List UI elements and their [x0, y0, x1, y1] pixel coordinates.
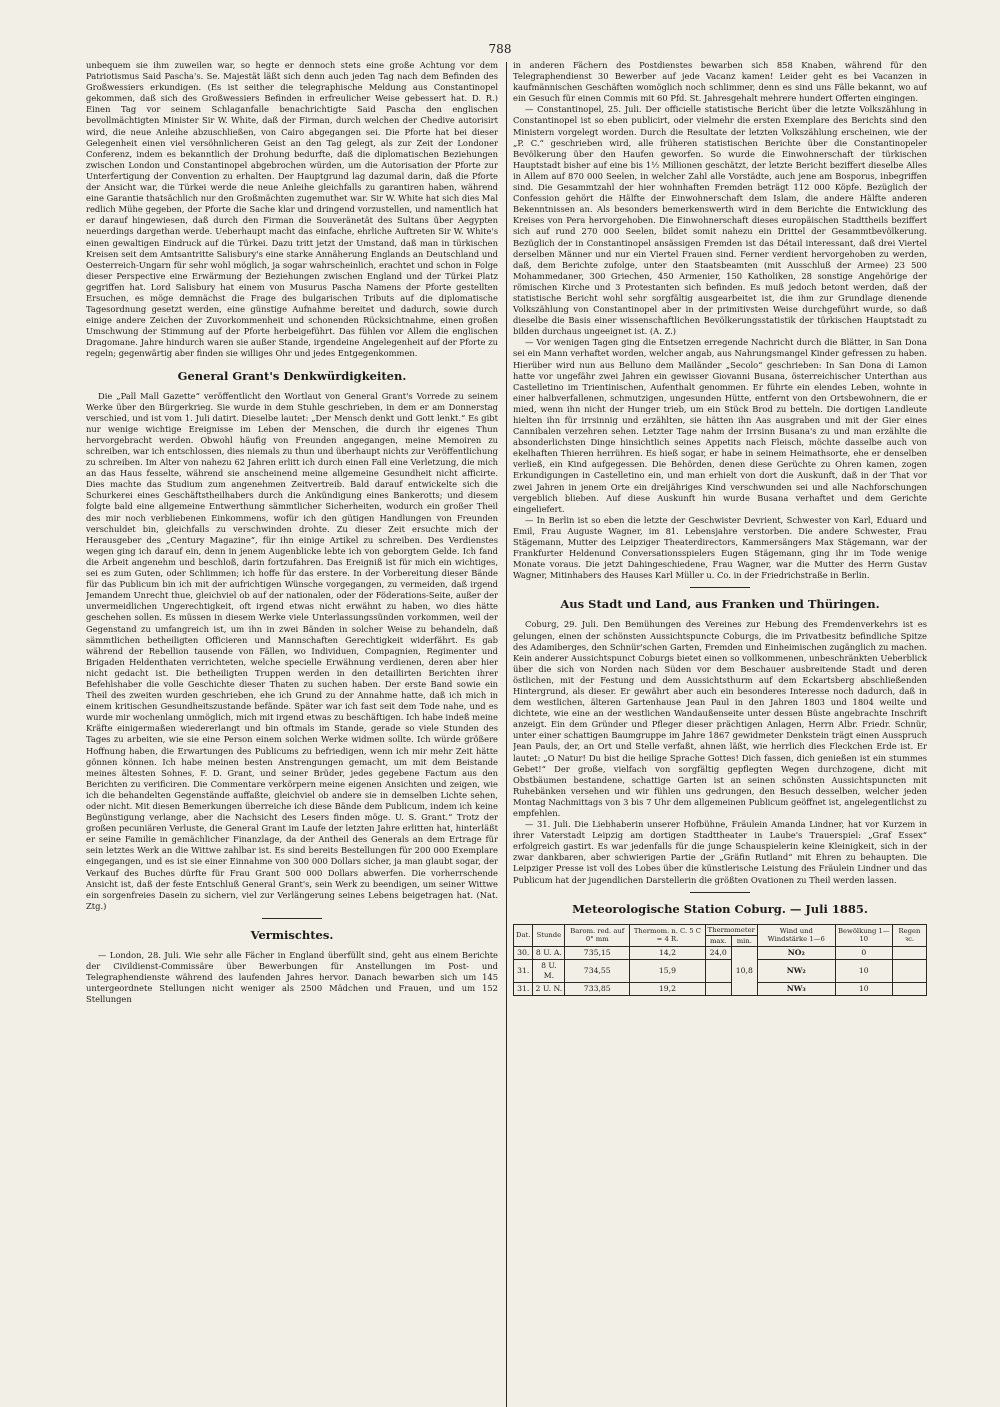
article-lindner: — 31. Juli. Die Liebhaberin unserer Hofbühne, Fräulein Amanda Lindner, hat vor Kurzem in ihrer Vaterstadt Leipzig am dortigen Stadttheater in Laube's Trauerspiel: „Graf Essex“ erfolgreich gastirt. Es war jedenfalls für die junge Schauspielerin keine Kleinigkeit, sich in der zwar dankbaren, aber schwierigen Partie der „Gräfin Rutland“ mit Ehren zu behaupten. Die Leipziger Presse ist voll des Lobes über die künstlerische Leistung des Fräulein Lindner und das Publicum hat der jugendlichen Darstellerin die größten Ovationen zu Theil werden lassen. [513, 819, 927, 885]
weather-header-row [514, 924, 927, 935]
header-min: min. [731, 935, 757, 946]
section-divider [690, 587, 750, 588]
cell-date: 30. [514, 946, 533, 959]
article-coburg: Coburg, 29. Juli. Den Bemühungen des Vereines zur Hebung des Fremdenverkehrs ist es gelungen, einen der schönsten Aussichtspuncte Coburgs, die im Privatbesitz befindliche Spitze des Adamiberges, den Schnür'schen Garten, Fremden und Einheimischen zugänglich zu machen. Kein anderer Aussichtspunct Coburgs bietet einen so vollkommenen, unbeschränkten Ueberblick über die sich von Norden nach Süden vor dem Beschauer ausbreitende Stadt und deren östlichen, mit der Festung und dem Aussichtsthurm auf dem Eckartsberg abschließenden Hintergrund, als dieser. Er gewährt aber auch ein besonderes Interesse noch dadurch, daß in dem westlichen, älteren Gartenhause Jean Paul in den Jahren 1803 und 1804 weilte und dichtete, wie eine an der westlichen Wandaußenseite unter dessen Büste angebrachte Inschrift anzeigt. Ein dem Gründer und Pfleger dieser prächtigen Anlagen, Herrn Albr. Friedr. Schnür, unter einer schattigen Baumgruppe im Jahre 1867 gewidmeter Denkstein trägt einen Ausspruch Jean Pauls, der, an Ort und Stelle verfaßt, ahnen läßt, wie herrlich dies Fleckchen Erde ist. Er lautet: „O Natur! Du bist die heilige Sprache Gottes! Dich fassen, dich genießen ist ein stummes Gebet!“ Der große, vielfach von sorgfältig gepflegten Wegen durchzogene, dicht mit Obstbäumen bestandene, schattige Garten ist an seinen schönsten Aussichtspuncten mit Ruhebänken versehen und wir fühlen uns gedrungen, den Besuch desselben, welcher jeden Montag Nachmittags von 3 bis 7 Uhr dem allgemeinen Publicum geöffnet ist, angelegentlichst zu empfehlen. [513, 619, 927, 818]
article-grant-memoirs: Die „Pall Mall Gazette“ veröffentlicht den Wortlaut von General Grant's Vorrede zu seinem Werke über den Bürgerkrieg. Sie wurde in dem Stuhle geschrieben, in dem er am Donnerstag verschied, und ist vom 1. Juli datirt. Dieselbe lautet: „Der Mensch denkt und Gott lenkt.“ Es gibt nur wenige wichtige Ereignisse im Leben der Menschen, die durch ihr eigenes Thun hervorgebracht werden. Obwohl häufig von Freunden angegangen, meine Memoiren zu schreiben, war ich entschlossen, dies niemals zu thun und überhaupt nichts zur Veröffentlichung zu schreiben. Im Alter von nahezu 62 Jahren erlitt ich durch einen Fall eine Verletzung, die mich an das Haus fesselte, während sie anscheinend meine allgemeine Gesundheit nicht afficirte. Dies machte das Studium zum angenehmen Zeitvertreib. Bald darauf entwickelte sich die Schurkerei eines Geschäftstheilhabers durch die Ankündigung eines Bankerotts; und diesem folgte bald eine allgemeine Entwerthung sämmtlicher Sicherheiten, wodurch ein großer Theil des mir noch verbliebenen Einkommens, wofür ich den gütigen Handlungen von Freunden verschuldet bin, gleichfalls zu verschwinden drohte. Zu dieser Zeit ersuchte mich der Herausgeber des „Century Magazine“, für ihn einige Artikel zu schreiben. Des Verdienstes wegen ging ich darauf ein, denn in jenem Augenblicke lebte ich von geborgtem Gelde. Ich fand die Arbeit angenehm und beschloß, darin fortzufahren. Das Ereigniß ist für mich ein wichtiges, sei es zum Guten, oder Schlimmen; ich hoffe für das erstere. In der Vorbereitung dieser Bände für das Publicum bin ich mit der aufrichtigen Wünsche vorgegangen, zu vermeiden, daß irgend Jemandem Unrecht thue, gleichviel ob auf der nationalen, oder der Föderations-Seite, außer der unvermeidlichen Ungerechtigkeit, oft irgend etwas nicht erwähnt zu haben, wo dies hätte geschehen sollen. Es müssen in diesem Werke viele Unterlassungssünden vorkommen, weil der Gegenstand zu umfangreich ist, um ihn in zwei Bänden in solcher Weise zu behandeln, daß sämmtlichen betheiligten Officieren und Mannschaften Gerechtigkeit widerfährt. Es gab während der Rebellion tausende von Fällen, wo Individuen, Compagnien, Regimenter und Brigaden Heldenthaten verrichteten, welche specielle Erwähnung verdienen, deren aber hier nicht gedacht ist. Die betheiligten Truppen werden in den detaillirten Berichten ihrer Befehlshaber die volle Geschichte dieser Thaten zu suchen haben. Der erste Band sowie ein Theil des zweiten wurden geschrieben, ehe ich Grund zu der Annahme hatte, daß ich mich in einem kritischen Gesundheitszustande befände. Später war ich fast seit dem Tode nahe, und es wurde mir wochenlang unmöglich, mich mit irgend etwas zu beschäftigen. Ich habe indeß meine Kräfte einigermaßen wiedererlangt und bin oftmals im Stande, gerade so viele Stunden des Tages zu arbeiten, wie sie eine Person einem solchen Werke widmen sollte. Ich würde größere Hoffnung haben, die Erwartungen des Publicums zu befriedigen, wenn ich mir mehr Zeit hätte gönnen können. Ich habe meinen besten Anstrengungen gemacht, um mit dem Beistande meines ältesten Sohnes, F. D. Grant, und seiner Brüder, jedes gegebene Factum aus den Berichten zu verificiren. Die Commentare verkörpern meine eigenen Ansichten und zeigen, wie ich die behandelten Gegenstände auffaßte, gleichviel ob andere sie in demselben Lichte sehen, oder nicht. Mit diesen Bemerkungen überreiche ich diese Bände dem Publicum, indem ich keine Begünstigung verlange, aber die Nachsicht des Lesers finden möge. U. S. Grant.“ Trotz der großen pecuniären Verluste, die General Grant im Laufe der letzten Jahre erlitten hat, hinterläßt er seine Familie in gemächlicher Finanzlage, da der Antheil des Generals an dem Ertrage für sein letztes Werk an die Wittwe zahlbar ist. Es sind bereits Bestellungen für 200 000 Exemplare eingegangen, und es ist sie einer Einnahme von 300 000 Dollars sicher, ja man glaubt sogar, der Verkauf des Buches dürfte für Frau Grant 500 000 Dollars abwerfen. Die vorherrschende Ansicht ist, daß der feste Entschluß General Grant's, sein Werk zu beendigen, um seiner Wittwe ein sorgenfreies Dasein zu sichern, viel zur Verlängerung seines Lebens beigetragen hat. (Nat. Ztg.) [86, 390, 498, 911]
article-london-continued: in anderen Fächern des Postdienstes bewarben sich 858 Knaben, während für den Telegraphendienst 30 Bewerber auf jede Vacanz kamen! Leider geht es bei Vacanzen in kaufmännischen Geschäften womöglich noch schlimmer, denn es sind uns Fälle bekannt, wo auf ein Gesuch für einen Commis mit 60 Pfd. St. Jahresgehalt mehrere hundert Offerten eingingen. [513, 60, 927, 104]
heading-vermischtes: Vermischtes. [250, 927, 334, 942]
cell-rain [892, 982, 926, 995]
cell-hour: 8 U. M. [533, 959, 565, 982]
cell-wind: NW₃ [757, 982, 835, 995]
header-barometer: Barom. red. auf 0° mm [565, 924, 630, 946]
cell-wind: NW₂ [757, 959, 835, 982]
cell-temperature: 19,2 [630, 982, 706, 995]
article-constantinople-census: — Constantinopel, 25. Juli. Der officielle statistische Bericht über die letzte Volkszählung in Constantinopel ist so eben publicirt, oder vielmehr die ersten Exemplare des Berichts sind den Ministern vorgelegt worden. Durch die Resultate der letzten Volkszählung erscheinen, wie der „P. C.“ geschrieben wird, alle früheren statistischen Berichte über die Constantinopeler Bevölkerung über den Haufen geworfen. So wurde die Einwohnerschaft der türkischen Hauptstadt bisher auf eine bis 1½ Millionen geschätzt, der letzte Bericht beziffert dieselbe Alles in Allem auf 870 000 Seelen, in welcher Zahl alle Vorstädte, auch jene am Bosporus, inbegriffen sind. Die Gesammtzahl der hier wohnhaften Fremden beträgt 112 000 Köpfe. Bezüglich der Confession gehört die Hälfte der Einwohnerschaft dem Islam, die andere Hälfte anderen Bekenntnissen an. Als besonders bemerkenswerth wird in dem Berichte die Entwicklung des Kreises von Pera hervorgehoben. Die Einwohnerschaft dieses europäischen Stadttheils beziffert sich auf rund 270 000 Seelen, bildet somit nahezu ein Drittel der Gesammtbevölkerung. Bezüglich der in Constantinopel ansässigen Fremden ist das Détail interessant, daß drei Viertel derselben Männer und nur ein Viertel Frauen sind. Ferner verdient hervorgehoben zu werden, daß, dem Berichte zufolge, unter den Staatsbeamten (mit Ausschluß der Armee) 23 500 Mohammedaner, 300 Griechen, 450 Armenier, 150 Katholiken, 28 sonstige Angehörige der römischen Kirche und 3 Protestanten sich befinden. Es muß jedoch betont werden, daß der statistische Bericht wohl sehr sorgfältig ausgearbeitet ist, die ihm zur Grundlage dienende Volkszählung von Constantinopel aber in der primitivsten Weise durchgeführt wurde, so daß dieselbe die Basis einer wissenschaftlichen Bevölkerungsstatistik der türkischen Hauptstadt zu bilden durchaus ungeeignet ist. (A. Z.) [513, 104, 927, 337]
cell-barometer: 733,85 [565, 982, 630, 995]
header-thermometer-reading: Thermom. n. C. 5 C = 4 R. [630, 924, 706, 946]
section-divider [262, 918, 322, 919]
left-column [86, 60, 498, 1377]
cell-rain [892, 946, 926, 959]
header-wind: Wind und Windstärke 1—6 [757, 924, 835, 946]
cell-temperature: 14,2 [630, 946, 706, 959]
cell-rain [892, 959, 926, 982]
article-berlin-devrient: — In Berlin ist so eben die letzte der Geschwister Devrient, Schwester von Karl, Eduard und Emil, Frau Auguste Wagner, im 81. Lebensjahre verstorben. Die andere Schwester, Frau Stägemann, Mutter des Leipziger Theaterdirectors, Kammersängers Max Stägemann, war der Frankfurter Heldenund Conversationsspielers Eugen Stägemann, ging ihr im Tode wenige Monate voraus. Die jetzt Dahingeschiedene, Frau Wagner, war die Mutter des Herrn Gustav Wagner, Mitinhabers des Hauses Karl Müller u. Co. in der Friedrichstraße in Berlin. [513, 514, 927, 581]
weather-table [513, 924, 927, 996]
cell-wind: NO₂ [757, 946, 835, 959]
column-rule [506, 62, 507, 1407]
cell-barometer: 734,55 [565, 959, 630, 982]
cell-barometer: 735,15 [565, 946, 630, 959]
article-san-dona: — Vor wenigen Tagen ging die Entsetzen erregende Nachricht durch die Blätter, in San Dona sei ein Mann verhaftet worden, welcher angab, aus Nahrungsmangel Kinder gefressen zu haben. Hierüber wird nun aus Belluno dem Mailänder „Secolo“ geschrieben: In San Dona di Lamon hatte vor ungefähr zwei Jahren ein gewisser Giovanni Busana, österreichischer Unterthan aus Castelletino im Trientinischen, Aufenthalt genommen. Er führte ein elendes Leben, wohnte in einer halbverfallenen, schmutzigen, ungesunden Hütte, entfernt von den Ortsbewohnern, die er mied, wenn ihn nicht der Hunger trieb, um ein Stück Brod zu betteln. Die dortigen Landleute hielten ihn für irrsinnig und erzählten, sie hätten ihn Aas ausgraben und mit der Gier eines Cannibalen verzehren sehen. Letzter Tage nahm der Irrsinn Busana's zu und man erzählte die absonderlichsten Dinge hinsichtlich seines Appetits nach Fleisch, möchte dasselbe auch von ekelhaften Thieren herrühren. Es hieß sogar, er habe in seinem Heimathsorte, ehe er denselben verließ, ein Kind aufgegessen. Die Behörden, denen diese Gerüchte zu Ohren kamen, zogen Erkundigungen in Castelletino ein, und man erhielt von dort die Auskunft, daß in der That vor zwei Jahren in jenem Orte ein dreijähriges Kind verschwunden sei und alle Nachforschungen vergeblich blieben. Auf diese Auskunft hin wurde Busana verhaftet und dem Gerichte eingeliefert. [513, 337, 927, 514]
cell-hour: 2 U. N. [533, 982, 565, 995]
article-london: — London, 28. Juli. Wie sehr alle Fächer in England überfüllt sind, geht aus einem Berichte der Civildienst-Commissäre über Bewerbungen für Anstellungen im Post- und Telegraphendienste während des laufenden Jahres hervor. Danach bewarben sich um 145 untergeordnete Stellungen nicht weniger als 2500 Mädchen und Frauen, und um 152 Stellungen [86, 949, 498, 1005]
header-max: max. [705, 935, 731, 946]
table-row [514, 946, 927, 959]
page-number: 788 [488, 42, 512, 56]
cell-date: 31. [514, 982, 533, 995]
section-divider [690, 892, 750, 893]
article-constantinople-politics: unbequem sie ihm zuweilen war, so hegte er dennoch stets eine große Achtung vor dem Patriotismus Said Pascha's. Se. Majestät läßt sich denn auch jeden Tag nach dem Befinden des Großwessiers erkundigen. (Es ist seither die telegraphische Meldung aus Constantinopel gekommen, daß sich des Großwessiers Befinden in erfreulicher Weise gebessert hat. D. R.) Einen Tag vor seinem Schlaganfalle benachrichtigte Said Pascha den englischen bevollmächtigten Minister Sir W. White, daß der Firman, durch welchen der Chedive autorisirt wird, die neue Anleihe abzuschließen, von Cairo abgegangen sei. Die Pforte hat bei dieser Gelegenheit einen viel versöhnlicheren Geist an den Tag gelegt, als zur Zeit der Londoner Conferenz, indem es bekanntlich der Drohung bedurfte, daß die diplomatischen Beziehungen zwischen London und Constantinopel abgebrochen würden, um die Autorisation der Pforte zur Unterfertigung der Convention zu erhalten. Der Hauptgrund lag dazumal darin, daß die Pforte der Ansicht war, die Türkei werde die neue Anleihe gleichfalls zu garantiren haben, während eine Garantie thatsächlich nur den Großmächten zugemuthet war. Sir W. White hat sich dies Mal redlich Mühe gegeben, der Pforte die Sache klar und dringend vorzustellen, und namentlich hat er darauf hingewiesen, daß durch den Firman die Souveränetät des Sultans über Aegypten neuerdings dargethan werde. Ueberhaupt macht das einfache, ehrliche Auftreten Sir W. White's einen gewaltigen Eindruck auf die Türkei. Dazu tritt jetzt der Umstand, daß man in türkischen Kreisen seit dem Amtsantritte Salisbury's eine starke Annäherung Englands an Deutschland und Oesterreich-Ungarn für sehr wohl möglich, ja sogar wahrscheinlich, erachtet und schon in Folge dieser Perspective eine Erwärmung der Beziehungen zwischen England und der Türkei Platz gegriffen hat. Lord Salisbury hat einem von Musurus Pascha Namens der Pforte gestellten Ersuchen, es möge demnächst die Frage des bulgarischen Tributs auf die diplomatische Tagesordnung gesetzt werden, eine günstige Aufnahme bereitet und dadurch, sowie durch einige andere Zeichen der Zuvorkommenheit und schonenden Rücksichtnahme, einen großen Umschwung der Stimmung auf der Pforte herbeigeführt. Das fühlen vor Allem die englischen Dragomane. Jahre hindurch waren sie außer Stande, irgendeine Angelegenheit auf der Pforte zu regeln; gegenwärtig aber finden sie williges Ohr und jedes Entgegenkommen. [86, 60, 498, 359]
header-hour: Stunde [533, 924, 565, 946]
header-cloudiness: Bewölkung 1—10 [835, 924, 892, 946]
heading-stadt-und-land: Aus Stadt und Land, aus Franken und Thüringen. [560, 597, 880, 612]
right-column [513, 60, 927, 1377]
cell-cloudiness: 10 [835, 982, 892, 995]
cell-cloudiness: 10 [835, 959, 892, 982]
cell-max: 24,0 [705, 946, 731, 959]
table-row [514, 982, 927, 995]
header-thermometer-range: Thermometer [705, 924, 757, 935]
cell-cloudiness: 0 [835, 946, 892, 959]
table-row [514, 959, 927, 982]
cell-temperature: 15,9 [630, 959, 706, 982]
heading-grant-memoirs: General Grant's Denkwürdigkeiten. [177, 368, 407, 383]
cell-hour: 8 U. A. [533, 946, 565, 959]
cell-max [705, 982, 731, 995]
header-rain: Regen ꝛc. [892, 924, 926, 946]
heading-meteorological-station: Meteorologische Station Coburg. — Juli 1885. [572, 901, 868, 916]
cell-max [705, 959, 731, 982]
cell-min: 10,8 [731, 946, 757, 995]
header-date: Dat. [514, 924, 533, 946]
cell-date: 31. [514, 959, 533, 982]
